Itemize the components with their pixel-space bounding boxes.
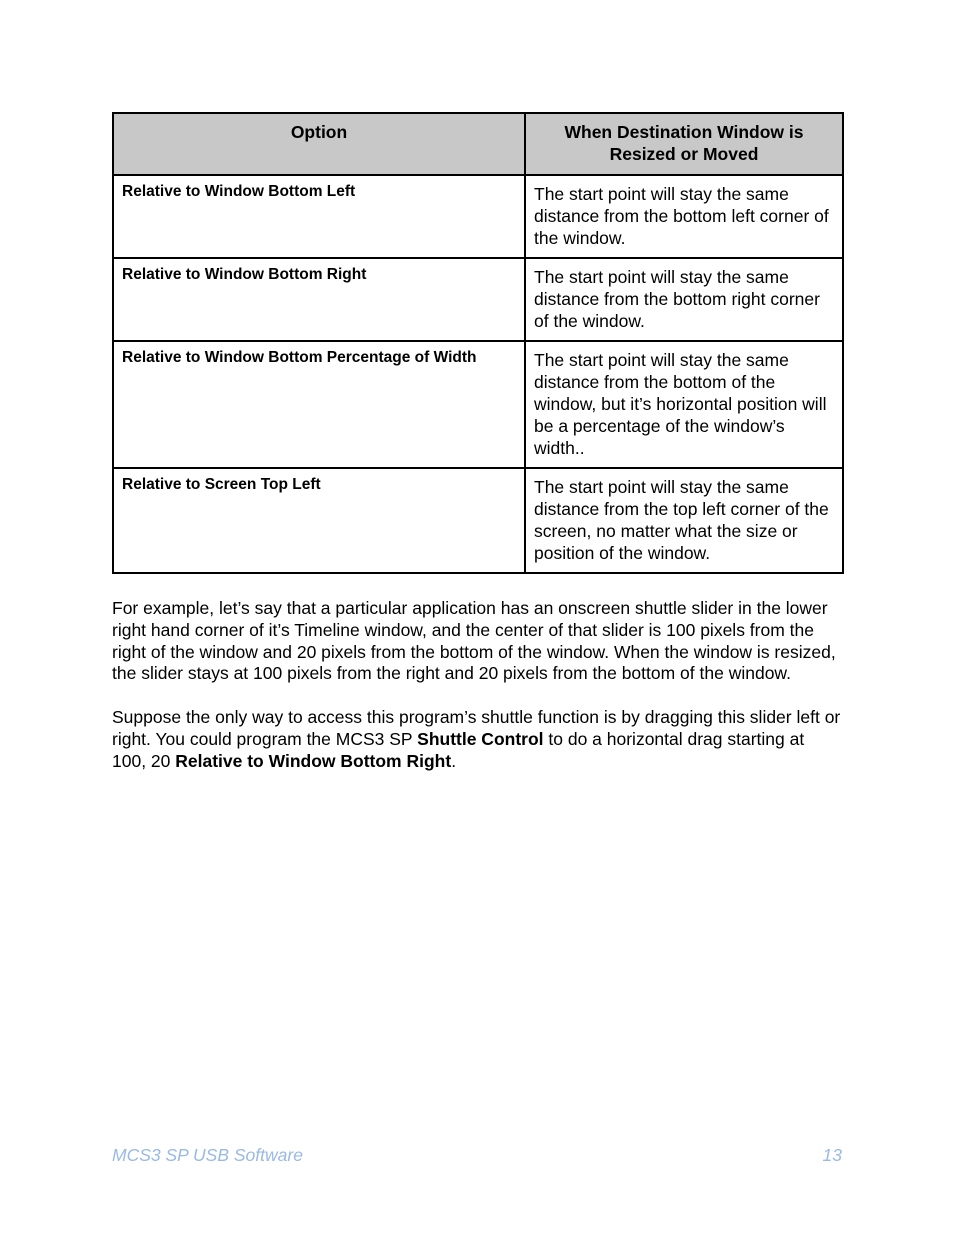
example-paragraph: For example, let’s say that a particular application has an onscreen shuttle slider in the lower right hand corner of it’s Timeline window, and the center of that slider is 100 pixels from the right of the window and 20 pixels from the bottom of the window. When the window is resized, the slider stays at 100 pixels from the right and 20 pixels from the bottom of the window. [112,598,836,684]
suppose-text-3: . [451,750,457,771]
options-table [112,112,844,574]
header-option: Option [113,113,525,175]
suppose-text-2: to do a horizontal drag starting at 100, 20 [112,728,805,771]
table-row [113,341,843,468]
table-row [113,468,843,573]
header-behavior: When Destination Window is Resized or Moved [525,113,843,175]
table-header-row [113,113,843,175]
description-cell: The start point will stay the same distance from the bottom of the window, but it’s horizontal position will be a percentage of the window’s width.. [525,341,843,468]
table-row [113,175,843,258]
page-number: 13 [822,1145,842,1165]
option-cell: Relative to Screen Top Left [113,468,525,573]
suppose-paragraph [112,707,842,772]
shuttle-control-term: Shuttle Control [417,728,544,749]
footer-title: MCS3 SP USB Software [112,1145,303,1165]
description-cell: The start point will stay the same distance from the bottom right corner of the window. [525,258,843,341]
relative-bottom-right-term: Relative to Window Bottom Right [175,750,452,771]
description-cell: The start point will stay the same distance from the bottom left corner of the window. [525,175,843,258]
option-cell: Relative to Window Bottom Percentage of Width [113,341,525,468]
description-cell: The start point will stay the same distance from the top left corner of the screen, no matter what the size or position of the window. [525,468,843,573]
option-cell: Relative to Window Bottom Left [113,175,525,258]
page-content [112,112,842,773]
table-row [113,258,843,341]
option-cell: Relative to Window Bottom Right [113,258,525,341]
suppose-text-1: Suppose the only way to access this program’s shuttle function is by dragging this slider left or right. You could program the MCS3 SP [112,707,841,749]
